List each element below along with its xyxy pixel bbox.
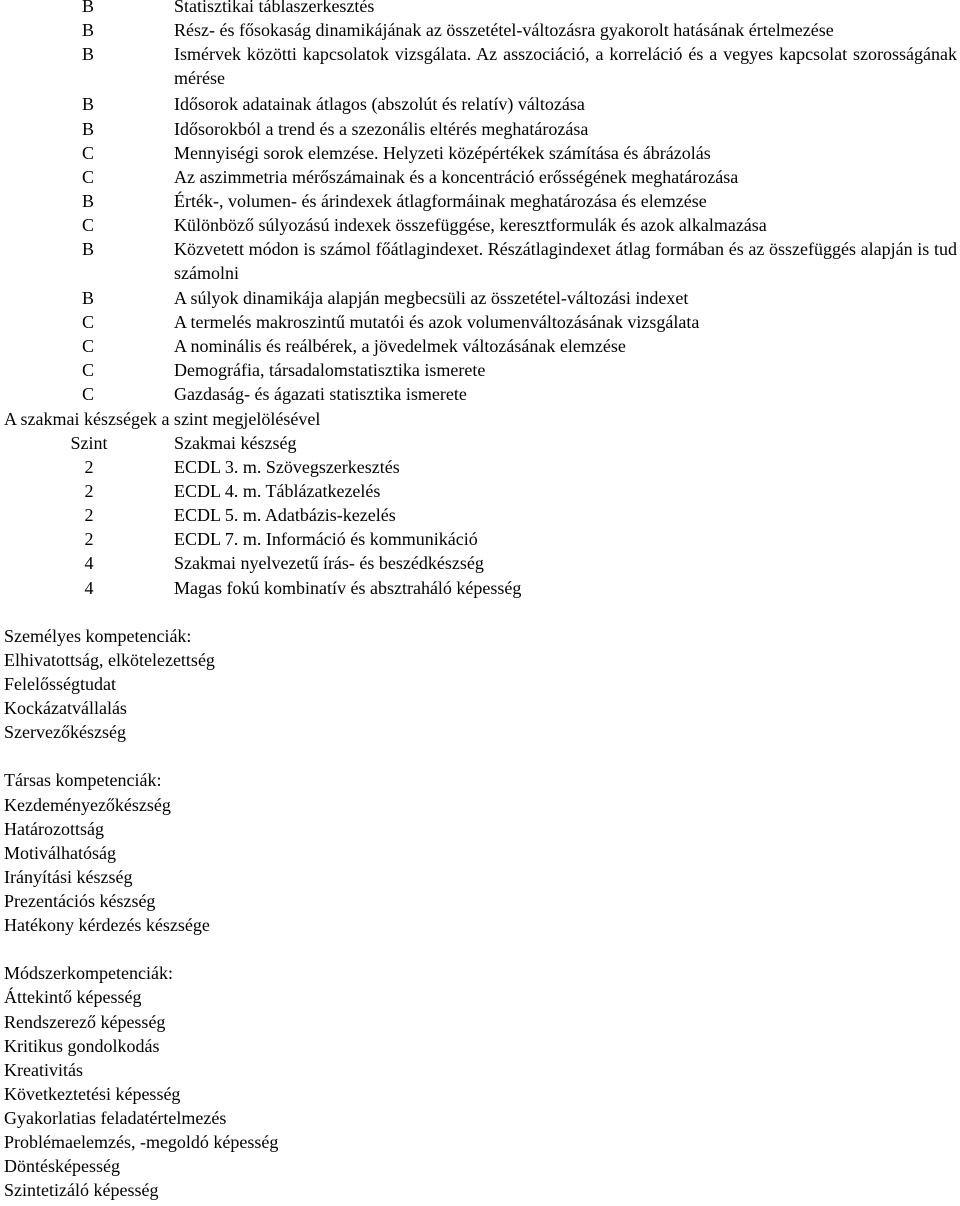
competency-item [0,1058,960,1082]
competency-text: Határozottság [4,819,104,839]
skill-text: ECDL 7. m. Információ és kommunikáció [174,529,478,549]
competency-item [0,1034,960,1058]
topic-row [0,117,960,141]
topic-text: Gazdaság- és ágazati statisztika ismerete [174,384,467,404]
topic-level: B [81,94,94,114]
skill-level: 2 [84,457,94,477]
topic-text: Az aszimmetria mérőszámainak és a koncentráció erősségének meghatározása [174,167,739,187]
topic-level: C [81,167,94,187]
competency-text: Hatékony kérdezés készsége [4,915,210,935]
topic-text: A súlyok dinamikája alapján megbecsüli az összetétel-változási indexet [174,288,689,308]
competency-text: Rendszerező képesség [4,1012,166,1032]
topic-level: B [81,0,94,16]
topic-row [0,334,960,358]
topic-text: Érték-, volumen- és árindexek átlagformáinak meghatározása és elemzése [174,191,707,211]
competency-text: Döntésképesség [4,1156,120,1176]
competency-item [0,1178,960,1202]
skill-level: 4 [84,553,94,573]
topic-level: C [81,360,94,380]
competency-item [0,720,960,744]
topic-text: Statisztikai táblaszerkesztés [174,0,375,16]
topic-text: Idősorokból a trend és a szezonális eltérés meghatározása [174,119,589,139]
skill-level: 4 [84,578,94,598]
competency-item [0,1106,960,1130]
competency-text: Problémaelemzés, -megoldó képesség [4,1132,279,1152]
competency-text: Prezentációs készség [4,891,156,911]
competency-text: Elhivatottság, elkötelezettség [4,650,215,670]
skills-col-skill: Szakmai készség [174,433,297,453]
topic-row [0,358,960,382]
competency-item [0,841,960,865]
competency-text: Kezdeményezőkészség [4,795,171,815]
topic-row [0,213,960,237]
topic-text: Különböző súlyozású indexek összefüggése, keresztformulák és azok alkalmazása [174,215,767,235]
topic-text: Demográfia, társadalomstatisztika ismerete [174,360,486,380]
topic-level: C [81,384,94,404]
competency-item [0,648,960,672]
competency-heading-row [0,624,960,648]
competency-item [0,985,960,1009]
topic-text: A termelés makroszintű mutatói és azok volumenváltozásának vizsgálata [174,312,700,332]
skill-text: Szakmai nyelvezetű írás- és beszédkészség [174,553,484,573]
skill-level: 2 [84,481,94,501]
topic-row [0,382,960,406]
topic-level: B [81,239,94,259]
competency-item [0,1082,960,1106]
competency-item [0,1010,960,1034]
topic-level: B [81,119,94,139]
skill-row [0,455,960,479]
topic-row [0,165,960,189]
topic-level: C [81,312,94,332]
competency-text: Következtetési képesség [4,1084,181,1104]
skills-header-row [0,431,960,455]
skills-heading: A szakmai készségek a szint megjelölésével [4,409,321,429]
competency-text: Áttekintő képesség [4,987,142,1007]
topic-level: B [81,20,94,40]
topic-row [0,310,960,334]
competency-item [0,672,960,696]
competency-item [0,817,960,841]
topic-level: B [81,191,94,211]
competency-item [0,865,960,889]
topic-text: Idősorok adatainak átlagos (abszolút és relatív) változása [174,94,585,114]
topic-level: B [81,288,94,308]
skill-text: Magas fokú kombinatív és absztraháló képesség [174,578,522,598]
topic-row [0,18,960,42]
competency-heading: Társas kompetenciák: [4,770,162,790]
competency-item [0,696,960,720]
skill-level: 2 [84,505,94,525]
topic-row [0,237,960,285]
competency-item [0,1130,960,1154]
topic-row [0,42,960,90]
competency-item [0,1154,960,1178]
competency-heading: Módszerkompetenciák: [4,963,173,983]
skills-col-level: Szint [70,433,108,453]
competency-text: Kreativitás [4,1060,83,1080]
topic-level: C [81,336,94,356]
topic-text: Közvetett módon is számol főátlagindexet. Részátlagindexet átlag formában és az összefüggés alapján is tud számolni [174,239,957,283]
skill-row [0,551,960,575]
competency-text: Kritikus gondolkodás [4,1036,160,1056]
competency-item [0,793,960,817]
competency-text: Motiválhatóság [4,843,116,863]
skills-heading-row [0,407,960,431]
competency-heading-row [0,768,960,792]
topic-row [0,189,960,213]
topic-row [0,141,960,165]
topic-text: Mennyiségi sorok elemzése. Helyzeti középértékek számítása és ábrázolás [174,143,711,163]
topic-text: Ismérvek közötti kapcsolatok vizsgálata. Az asszociáció, a korreláció és a vegyes kapcsolat szorosságának mérése [174,44,957,88]
topic-text: Rész- és fősokaság dinamikájának az összetétel-változásra gyakorolt hatásának értelmezése [174,20,834,40]
competency-text: Irányítási készség [4,867,133,887]
topic-row [0,286,960,310]
competency-text: Gyakorlatias feladatértelmezés [4,1108,227,1128]
competency-item [0,913,960,937]
topic-level: C [81,143,94,163]
competency-text: Szintetizáló képesség [4,1180,159,1200]
skill-row [0,503,960,527]
skill-text: ECDL 4. m. Táblázatkezelés [174,481,381,501]
topic-level: C [81,215,94,235]
topic-level: B [81,44,94,64]
skill-row [0,576,960,600]
skill-text: ECDL 3. m. Szövegszerkesztés [174,457,400,477]
competency-item [0,889,960,913]
skill-row [0,479,960,503]
competency-text: Kockázatvállalás [4,698,127,718]
skill-level: 2 [84,529,94,549]
competency-text: Szervezőkészség [4,722,126,742]
topic-text: A nominális és reálbérek, a jövedelmek változásának elemzése [174,336,626,356]
skill-row [0,527,960,551]
competency-heading-row [0,961,960,985]
competency-heading: Személyes kompetenciák: [4,626,192,646]
skill-text: ECDL 5. m. Adatbázis-kezelés [174,505,396,525]
topic-row [0,0,960,18]
topic-row [0,92,960,116]
competency-text: Felelősségtudat [4,674,116,694]
